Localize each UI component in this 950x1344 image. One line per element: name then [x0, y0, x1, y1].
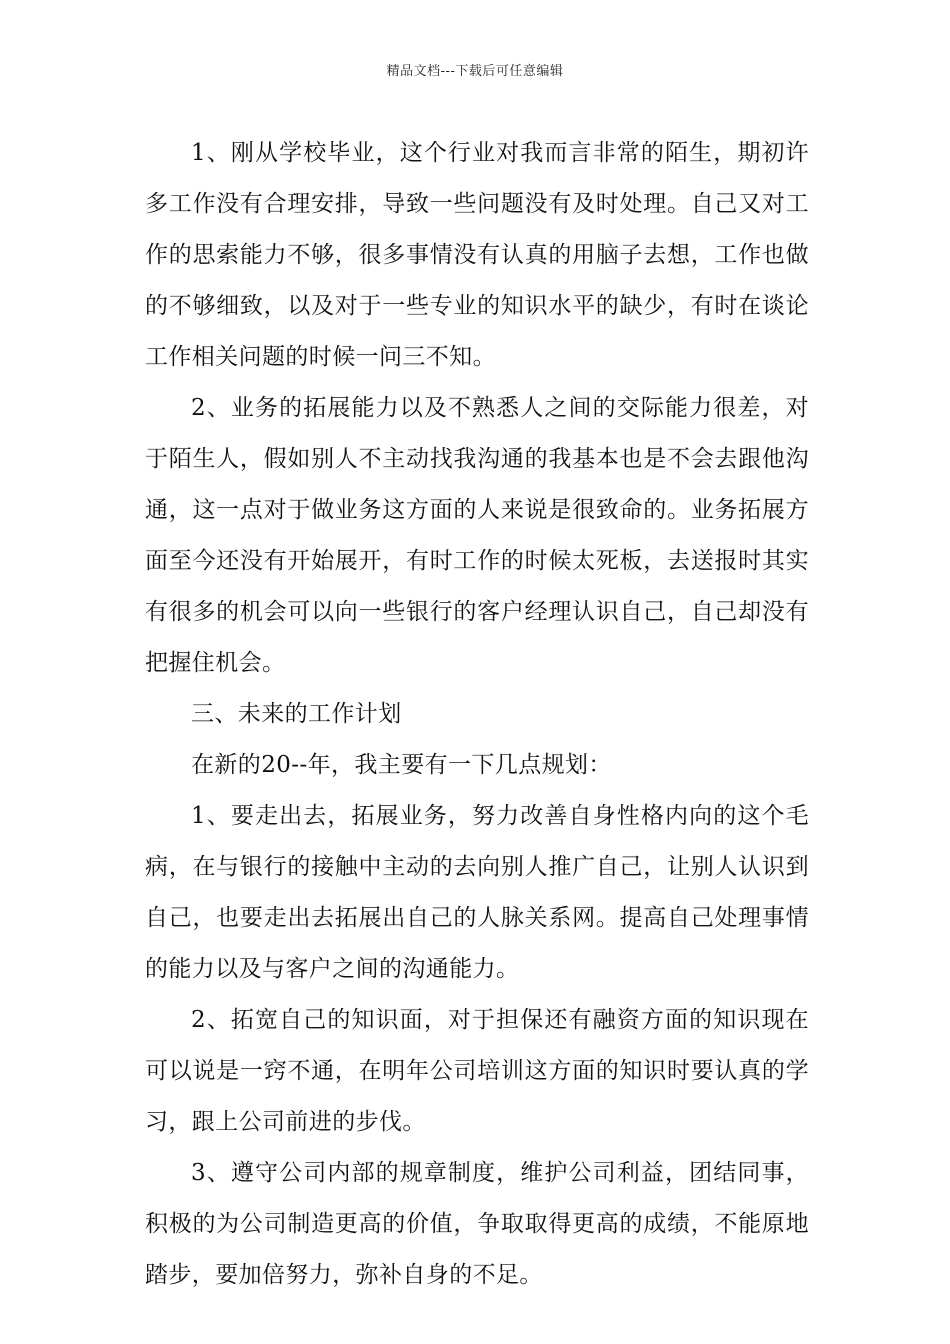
- paragraph-plan-2: 2、拓宽自己的知识面，对于担保还有融资方面的知识现在可以说是一窍不通，在明年公司培训这方面的知识时要认真的学习，跟上公司前进的步伐。: [145, 1007, 809, 1135]
- paragraph-plan-1: 1、要走出去，拓展业务，努力改善自身性格内向的这个毛病，在与银行的接触中主动的去向别人推广自己，让别人认识到自己，也要走出去拓展出自己的人脉关系网。提高自己处理事情的能力以及与客户之间的沟通能力。: [145, 803, 809, 982]
- paragraph-plan-intro: 在新的20--年，我主要有一下几点规划：: [191, 752, 612, 778]
- document-body: [145, 128, 809, 1301]
- page-header: 精品文档---下载后可任意编辑: [386, 64, 564, 79]
- paragraph-weakness-1: 1、刚从学校毕业，这个行业对我而言非常的陌生，期初许多工作没有合理安排，导致一些问题没有及时处理。自己又对工作的思索能力不够，很多事情没有认真的用脑子去想，工作也做的不够细致，以及对于一些专业的知识水平的缺少，有时在谈论工作相关问题的时候一问三不知。: [145, 140, 809, 370]
- paragraph-plan-3: 3、遵守公司内部的规章制度，维护公司利益，团结同事，积极的为公司制造更高的价值，争取取得更高的成绩，不能原地踏步，要加倍努力，弥补自身的不足。: [145, 1160, 809, 1288]
- section-heading-future-plan: 三、未来的工作计划: [191, 701, 402, 727]
- paragraph-weakness-2: 2、业务的拓展能力以及不熟悉人之间的交际能力很差，对于陌生人，假如别人不主动找我沟通的我基本也是不会去跟他沟通，这一点对于做业务这方面的人来说是很致命的。业务拓展方面至今还没有开始展开，有时工作的时候太死板，去送报时其实有很多的机会可以向一些银行的客户经理认识自己，自己却没有把握住机会。: [145, 395, 809, 676]
